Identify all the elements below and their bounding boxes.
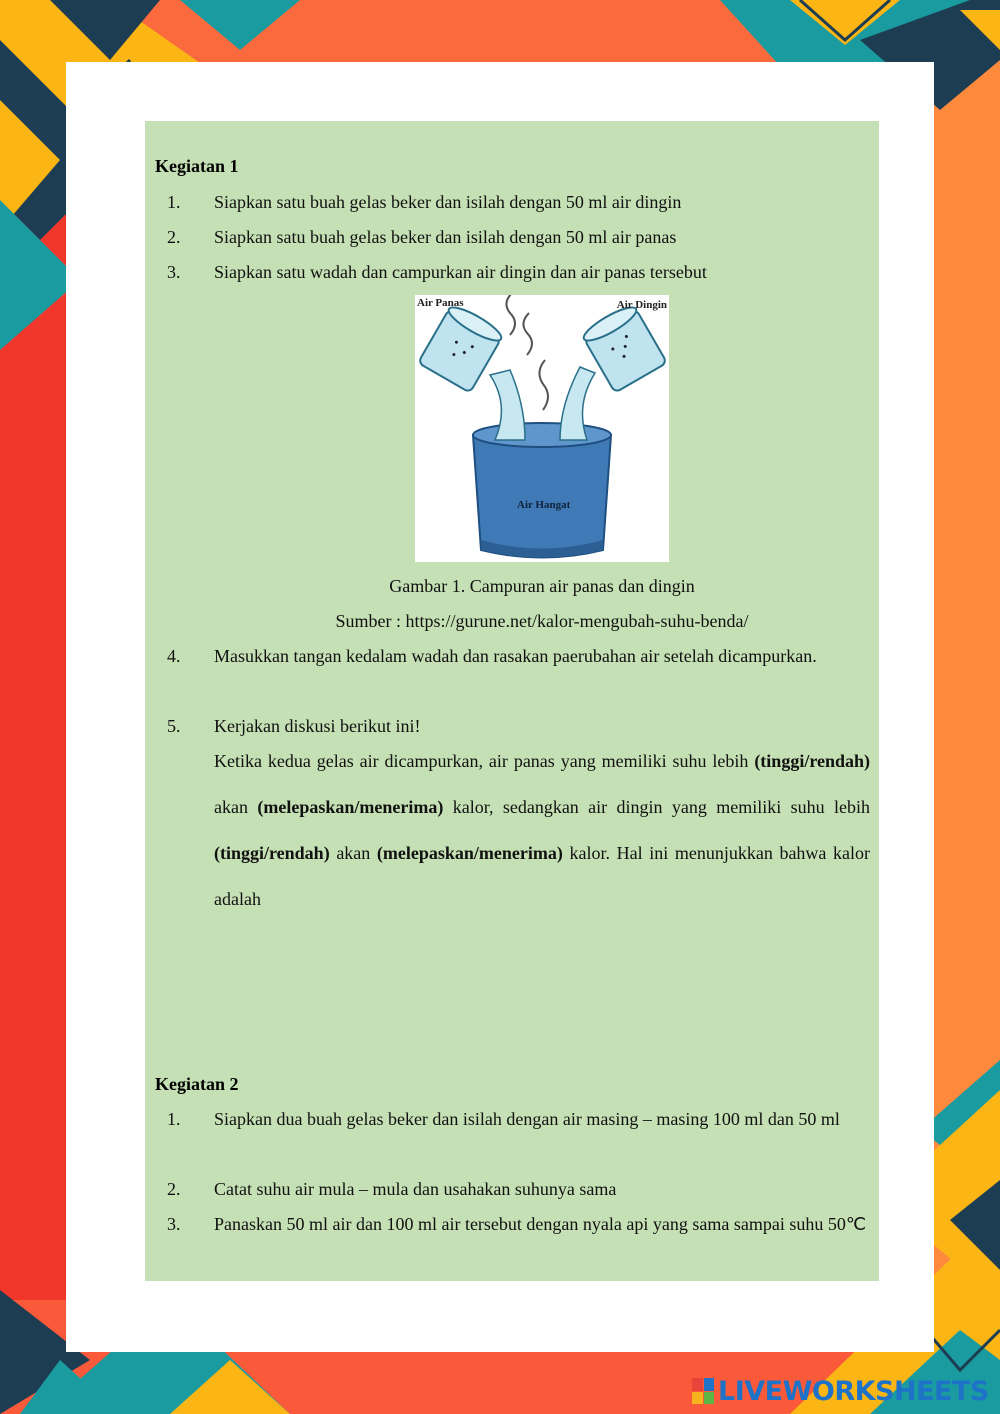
label-warm-water: Air Hangat — [517, 499, 571, 511]
liveworksheets-logo[interactable] — [692, 1374, 989, 1408]
list-text: Masukkan tangan kedalam wadah dan rasakan paerubahan air setelah dicampurkan. — [214, 646, 817, 666]
answer-choice: (melepaskan/menerima) — [257, 797, 444, 817]
answer-choice: (melepaskan/menerima) — [376, 843, 563, 863]
list-number: 2. — [167, 1179, 181, 1199]
list-text: Siapkan satu wadah dan campurkan air dingin dan air panas tersebut — [214, 262, 707, 282]
list-number: 3. — [167, 1214, 181, 1234]
beaker-pouring-icon — [415, 295, 669, 562]
list-text: Kerjakan diskusi berikut ini! — [214, 716, 421, 736]
list-number: 4. — [167, 646, 181, 666]
list-item — [155, 1102, 870, 1172]
mixing-water-illustration — [415, 295, 669, 562]
list-text: Catat suhu air mula – mula dan usahakan suhunya sama — [214, 1179, 617, 1199]
label-hot-water: Air Panas — [417, 297, 464, 309]
discussion-text: kalor. Hal ini menunjukkan bahwa kalor adalah — [214, 843, 871, 909]
list-item — [155, 1172, 870, 1207]
list-number: 1. — [167, 192, 181, 212]
list-item — [155, 255, 870, 290]
list-number: 3. — [167, 262, 181, 282]
discussion-text: akan — [214, 797, 248, 817]
list-item — [155, 639, 870, 709]
logo-text: LIVEWORKSHEETS — [718, 1375, 989, 1407]
discussion-paragraph — [214, 738, 870, 922]
list-item — [155, 1207, 870, 1277]
list-item — [155, 220, 870, 255]
discussion-text: akan — [336, 843, 371, 863]
list-text: Siapkan satu buah gelas beker dan isilah dengan 50 ml air panas — [214, 227, 677, 247]
activity1-heading: Kegiatan 1 — [155, 156, 239, 176]
answer-choice: (tinggi/rendah) — [214, 843, 330, 863]
list-text: Panaskan 50 ml air dan 100 ml air tersebut dengan nyala api yang sama sampai suhu 50℃ — [214, 1214, 867, 1234]
list-text: Siapkan satu buah gelas beker dan isilah dengan 50 ml air dingin — [214, 192, 682, 212]
list-text: Siapkan dua buah gelas beker dan isilah dengan air masing – masing 100 ml dan 50 ml — [214, 1109, 840, 1129]
list-number: 1. — [167, 1109, 181, 1129]
label-cold-water: Air Dingin — [616, 299, 667, 311]
list-number: 5. — [167, 716, 181, 736]
figure-caption: Gambar 1. Campuran air panas dan dingin — [389, 576, 695, 596]
discussion-text: Ketika kedua gelas air dicampurkan, air panas yang memiliki suhu lebih — [214, 751, 749, 771]
list-number: 2. — [167, 227, 181, 247]
liveworksheets-logo-icon — [692, 1378, 714, 1404]
activity2-heading: Kegiatan 2 — [155, 1074, 239, 1094]
discussion-text: kalor, sedangkan air dingin yang memiliki suhu lebih — [452, 797, 871, 817]
list-item — [155, 185, 870, 220]
answer-choice: (tinggi/rendah) — [754, 751, 870, 771]
figure-source: Sumber : https://gurune.net/kalor-mengubah-suhu-benda/ — [335, 611, 749, 631]
